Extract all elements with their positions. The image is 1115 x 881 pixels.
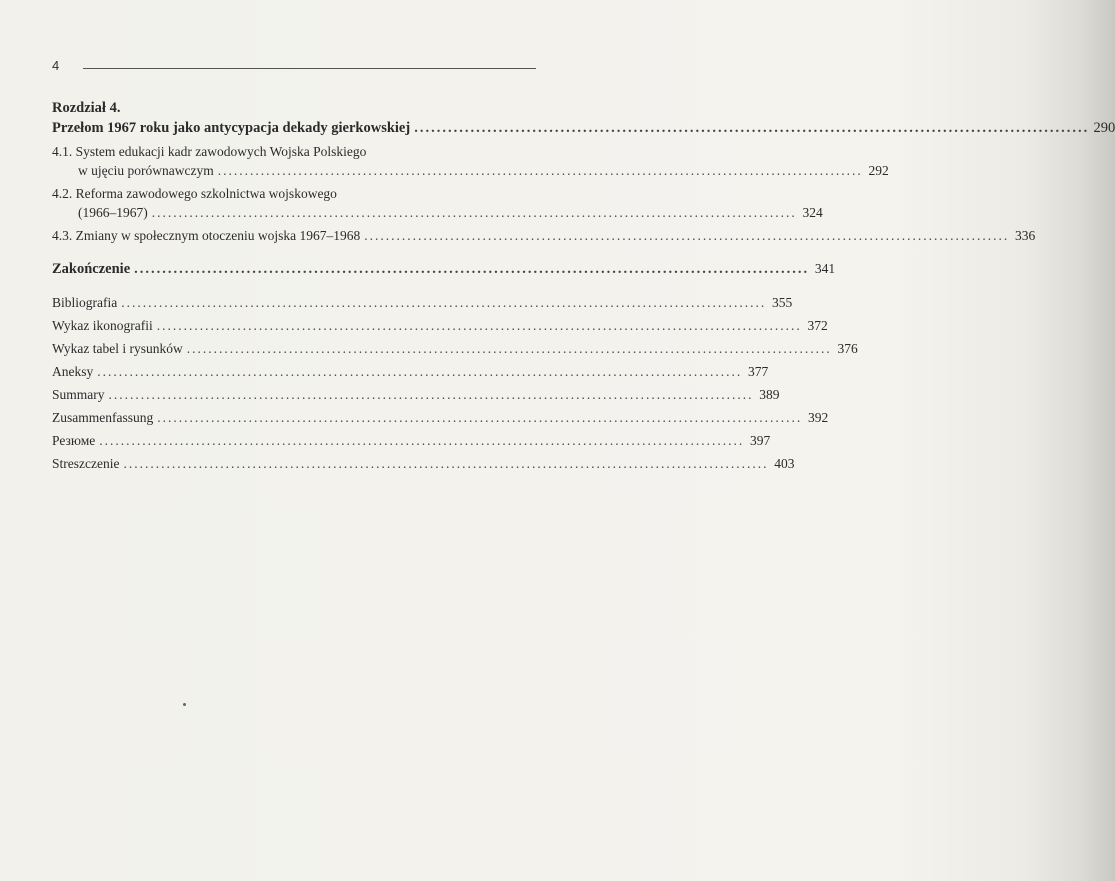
entry-page: 377	[748, 364, 769, 379]
back-matter-entry[interactable]	[52, 431, 771, 450]
leader-dots: ........................................................................................................................	[156, 318, 802, 333]
conclusion-page: 341	[814, 261, 836, 276]
section-page: 292	[868, 163, 889, 178]
entry-title: Zusammenfassung	[52, 410, 154, 425]
entry-page: 355	[771, 295, 793, 310]
chapter-title-row[interactable]	[52, 118, 1115, 138]
leader-dots: ........................................................................................................................	[123, 456, 769, 471]
section-entry-4-1[interactable]	[52, 142, 889, 180]
chapter-title: Przełom 1967 roku jako antycypacja dekady gierkowskiej	[52, 120, 411, 136]
leader-dots: ........................................................................................................................	[186, 341, 832, 356]
section-title-row	[52, 203, 823, 222]
entry-page: 389	[759, 387, 780, 402]
section-title-row	[52, 161, 889, 180]
page-number: 4	[52, 58, 60, 73]
entry-title: Wykaz tabel i rysunków	[52, 341, 183, 356]
entry-title: Summary	[52, 387, 105, 402]
back-matter-entry[interactable]	[52, 454, 795, 473]
entry-page: 392	[807, 410, 829, 425]
leader-dots: ........................................................................................................................	[97, 364, 743, 379]
leader-dots: ........................................................................................................................	[157, 410, 803, 425]
leader-dots: ........................................................................................................................	[217, 163, 863, 178]
entry-title: Wykaz ikonografii	[52, 318, 153, 333]
entry-page: 376	[837, 341, 858, 356]
conclusion-title: Zakończenie	[52, 261, 131, 277]
back-matter-entry[interactable]	[52, 362, 769, 381]
entry-page: 397	[750, 433, 771, 448]
header-rule	[83, 68, 536, 69]
entry-page: 403	[774, 456, 795, 471]
leader-dots: ........................................................................................................................	[364, 228, 1010, 243]
section-page: 336	[1014, 228, 1036, 243]
section-title-line1: 4.2. Reforma zawodowego szkolnictwa wojskowego	[52, 186, 337, 201]
section-title: 4.3. Zmiany w społecznym otoczeniu wojska 1967–1968	[52, 228, 361, 243]
back-matter-entry[interactable]	[52, 408, 829, 427]
leader-dots: ........................................................................................................................	[414, 120, 1090, 136]
leader-dots: ........................................................................................................................	[121, 295, 767, 310]
back-matter-entry[interactable]	[52, 293, 793, 312]
back-matter-list	[52, 293, 858, 473]
entry-title: Резюме	[52, 433, 96, 448]
table-of-contents	[52, 98, 1115, 473]
leader-dots: ........................................................................................................................	[151, 205, 797, 220]
entry-title: Aneksy	[52, 364, 94, 379]
section-entry-4-3[interactable]	[52, 226, 1036, 245]
speck-mark	[183, 703, 186, 706]
entry-page: 372	[807, 318, 828, 333]
leader-dots: ........................................................................................................................	[108, 387, 754, 402]
back-matter-entry[interactable]	[52, 385, 780, 404]
conclusion-entry[interactable]	[52, 259, 836, 279]
section-title-line1: 4.1. System edukacji kadr zawodowych Wojska Polskiego	[52, 144, 367, 159]
leader-dots: ........................................................................................................................	[99, 433, 745, 448]
entry-title: Streszczenie	[52, 456, 120, 471]
back-matter-entry[interactable]	[52, 339, 858, 358]
chapter-page: 290	[1093, 120, 1115, 136]
chapter-label: Rozdział 4.	[52, 100, 121, 116]
entry-title: Bibliografia	[52, 295, 118, 310]
section-title-line2: w ujęciu porównawczym	[78, 163, 214, 178]
section-page: 324	[802, 205, 823, 220]
section-title-line2: (1966–1967)	[78, 205, 148, 220]
back-matter-entry[interactable]	[52, 316, 828, 335]
leader-dots: ........................................................................................................................	[134, 261, 810, 277]
section-entry-4-2[interactable]	[52, 184, 823, 222]
